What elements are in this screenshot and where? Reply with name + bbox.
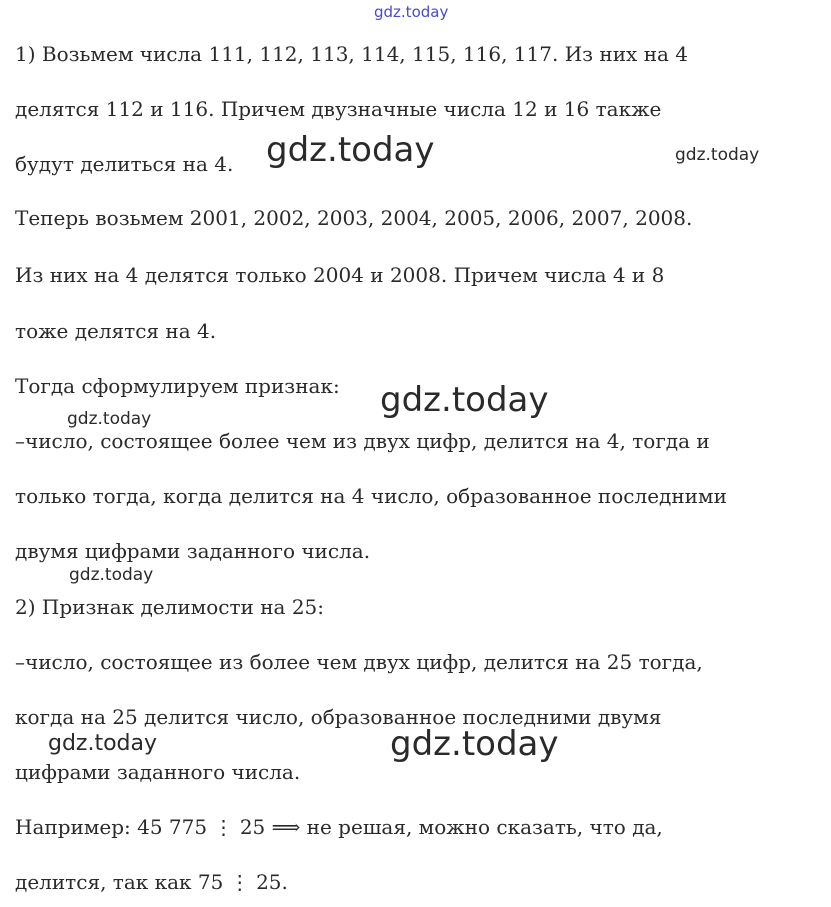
text-line-14: цифрами заданного числа.: [15, 760, 301, 784]
watermark-4: gdz.today: [67, 409, 152, 429]
text-line-8: –число, состоящее более чем из двух цифр, делится на 4, тогда и: [15, 429, 710, 453]
text-line-3: будут делиться на 4.: [15, 152, 234, 176]
text-line-13: когда на 25 делится число, образованное последними двумя: [15, 705, 662, 729]
text-line-10: двумя цифрами заданного числа.: [15, 539, 371, 563]
watermark-5: gdz.today: [69, 565, 154, 585]
watermark-3: gdz.today: [380, 380, 549, 420]
text-line-4: Теперь возьмем 2001, 2002, 2003, 2004, 2005, 2006, 2007, 2008.: [15, 206, 693, 230]
text-line-2: делятся 112 и 116. Причем двузначные числа 12 и 16 также: [15, 97, 662, 121]
text-line-9: только тогда, когда делится на 4 число, образованное последними: [15, 484, 727, 508]
text-line-5: Из них на 4 делятся только 2004 и 2008. Причем числа 4 и 8: [15, 263, 665, 287]
watermark-7: gdz.today: [390, 724, 559, 764]
watermark-6: gdz.today: [48, 731, 158, 756]
text-line-6: тоже делятся на 4.: [15, 319, 217, 343]
watermark-2: gdz.today: [675, 145, 760, 165]
text-line-12: –число, состоящее из более чем двух цифр, делится на 25 тогда,: [15, 650, 703, 674]
text-line-7: Тогда сформулируем признак:: [15, 374, 340, 398]
text-line-16: делится, так как 75 ⋮ 25.: [15, 870, 288, 894]
watermark-top: gdz.today: [374, 3, 449, 21]
text-line-15: Например: 45 775 ⋮ 25 ⟹ не решая, можно сказать, что да,: [15, 815, 663, 839]
text-line-1: 1) Возьмем числа 111, 112, 113, 114, 115, 116, 117. Из них на 4: [15, 42, 689, 66]
text-line-11: 2) Признак делимости на 25:: [15, 595, 325, 619]
watermark-1: gdz.today: [266, 130, 435, 170]
